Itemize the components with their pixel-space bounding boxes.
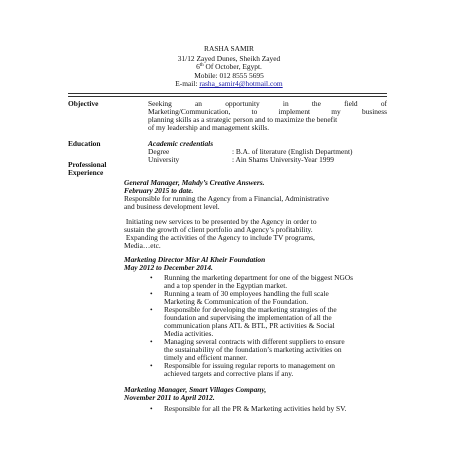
job-3-title: Marketing Manager, Smart Villages Company,: [124, 385, 267, 394]
objective-line-3: planning skills as a strategic person and to maximize the benefit: [148, 115, 338, 124]
job-2-bullet-4-line-3: timely and efficient manner.: [164, 353, 248, 362]
job-2-bullet-5-line-2: achieved targets and corrective plans if any.: [164, 369, 294, 378]
job-2-title: Marketing Director Misr Al Kheir Foundation: [124, 255, 266, 264]
header-divider-bottom: [68, 96, 387, 97]
degree-label: Degree: [148, 147, 170, 156]
header-divider-top: [68, 93, 387, 94]
objective-line-1: Seeking an opportunity in the field of: [148, 99, 387, 108]
candidate-name: RASHA SAMIR: [204, 44, 254, 53]
bullet-icon: •: [150, 404, 153, 413]
job-1-para-1-line-2: and business development level.: [124, 202, 220, 211]
education-heading: Education: [68, 139, 101, 148]
objective-line-4: of my leadership and management skills.: [148, 123, 270, 132]
job-2-bullet-1-line-2: and a top spender in the Egyptian market.: [164, 281, 288, 290]
degree-value: : B.A. of literature (English Department): [232, 147, 353, 156]
objective-line-2: Marketing/Communication, to implement my business: [148, 107, 387, 116]
job-2-bullet-2-line-2: Marketing & Communication of the Foundation.: [164, 297, 309, 306]
address-line-1: 31/12 Zayed Dunes, Sheikh Zayed: [177, 54, 281, 63]
bullet-icon: •: [150, 273, 153, 282]
email-link[interactable]: rasha_samir4@hotmail.com: [199, 79, 283, 88]
experience-heading-2: Experience: [68, 168, 104, 177]
experience-heading-1: Professional: [68, 160, 107, 169]
job-2-bullet-3-line-1: Responsible for developing the marketing strategies of the: [164, 305, 337, 314]
job-2-bullet-1-line-1: Running the marketing department for one of the biggest NGOs: [164, 273, 354, 282]
job-1-para-2-line-1: Initiating new services to be presented by the Agency in order to: [124, 217, 317, 226]
university-label: University: [148, 155, 180, 164]
bullet-icon: •: [150, 337, 153, 346]
job-1-title: General Manager, Mahdy’s Creative Answers.: [124, 178, 265, 187]
job-1-para-1-line-1: Responsible for running the Agency from a Financial, Administrative: [124, 194, 330, 203]
job-2-bullet-4-line-1: Managing several contracts with different suppliers to ensure: [164, 337, 345, 346]
job-2-bullet-2-line-1: Running a team of 30 employees handling the full scale: [164, 289, 329, 298]
university-value: : Ain Shams University-Year 1999: [232, 155, 334, 164]
job-1-period: February 2015 to date.: [124, 186, 194, 195]
education-title: Academic credentials: [148, 139, 214, 148]
job-2-bullet-5-line-1: Responsible for issuing regular reports to management on: [164, 361, 335, 370]
job-1-para-2-line-2: sustain the growth of client portfolio and Agency’s profitability.: [124, 225, 313, 234]
job-2-bullet-3-line-3: communication plans ATL & BTL, PR activities & Social: [164, 321, 335, 330]
bullet-icon: •: [150, 289, 153, 298]
job-3-period: November 2011 to April 2012.: [124, 393, 215, 402]
job-2-period: May 2012 to December 2014.: [124, 263, 213, 272]
email-line: E-mail: rasha_samir4@hotmail.com: [175, 79, 283, 88]
job-1-para-2-line-3: Expanding the activities of the Agency to include TV programs,: [124, 233, 315, 242]
job-2-bullet-3-line-2: foundation and supervising the implementation of all the: [164, 313, 332, 322]
objective-heading: Objective: [68, 99, 99, 108]
mobile-number: Mobile: 012 8555 5695: [194, 71, 264, 80]
job-2-bullet-3-line-4: Media activities.: [164, 329, 214, 338]
job-2-bullet-4-line-2: the sustainability of the foundation’s marketing activities on: [164, 345, 342, 354]
bullet-icon: •: [150, 305, 153, 314]
job-1-para-2-line-4: Media…etc.: [124, 241, 161, 250]
address-line-2: 6th Of October, Egypt.: [196, 62, 262, 71]
job-3-bullet-1-line-1: Responsible for all the PR & Marketing activities held by SV.: [164, 404, 347, 413]
bullet-icon: •: [150, 361, 153, 370]
